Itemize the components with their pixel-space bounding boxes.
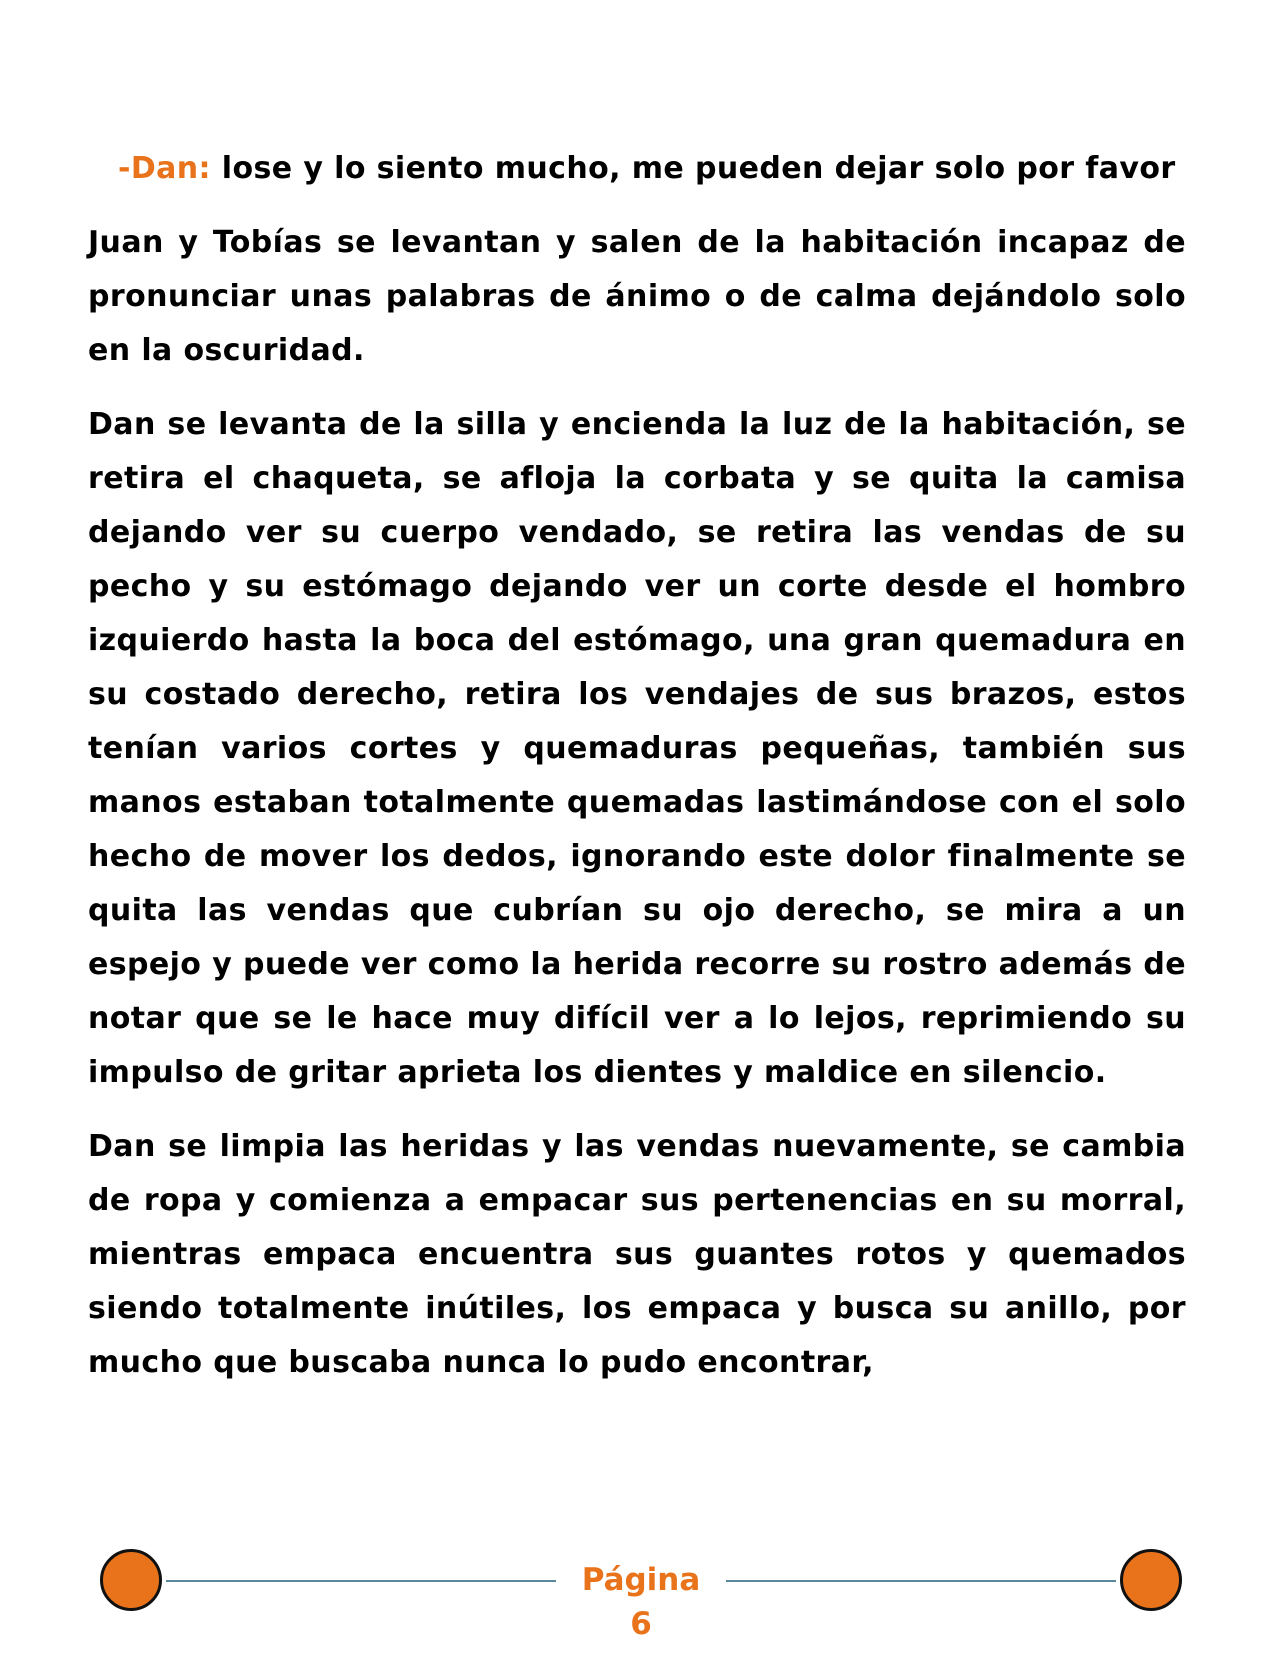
- page-footer: [100, 1548, 1182, 1642]
- speaker-label: -Dan:: [118, 151, 211, 186]
- right-circle-ornament: [1120, 1549, 1182, 1611]
- paragraph: Dan se levanta de la silla y encienda la luz de la habitación, se retira el chaqueta, se afloja la corbata y se quita la camisa dejando ver su cuerpo vendado, se retira las vendas de su pecho y su estómago dejando ver un corte desde el hombro izquierdo hasta la boca del estómago, una gran quemadura en su costado derecho, retira los vendajes de sus brazos, estos tenían varios cortes y quemaduras pequeñas, también sus manos estaban totalmente quemadas lastimándose con el solo hecho de mover los dedos, ignorando este dolor finalmente se quita las vendas que cubrían su ojo derecho, se mira a un espejo y puede ver como la herida recorre su rostro además de notar que se le hace muy difícil ver a lo lejos, reprimiendo su impulso de gritar aprieta los dientes y maldice en silencio.: [88, 407, 1186, 1090]
- footer-rule-right: [726, 1580, 1116, 1582]
- footer-rule-left: [166, 1580, 556, 1582]
- dialogue-line: [88, 142, 1186, 196]
- page-body: [88, 142, 1186, 1410]
- left-circle-ornament: [100, 1549, 162, 1611]
- dialogue-text: lose y lo siento mucho, me pueden dejar solo por favor: [210, 151, 1176, 186]
- page-number: Página 6: [581, 1562, 701, 1642]
- paragraph: Juan y Tobías se levantan y salen de la habitación incapaz de pronunciar unas palabras de ánimo o de calma dejándolo solo en la oscuridad.: [88, 225, 1186, 368]
- paragraph: Dan se limpia las heridas y las vendas nuevamente, se cambia de ropa y comienza a empacar sus pertenencias en su morral, mientras empaca encuentra sus guantes rotos y quemados siendo totalmente inútiles, los empaca y busca su anillo, por mucho que buscaba nunca lo pudo encontrar,: [88, 1129, 1186, 1380]
